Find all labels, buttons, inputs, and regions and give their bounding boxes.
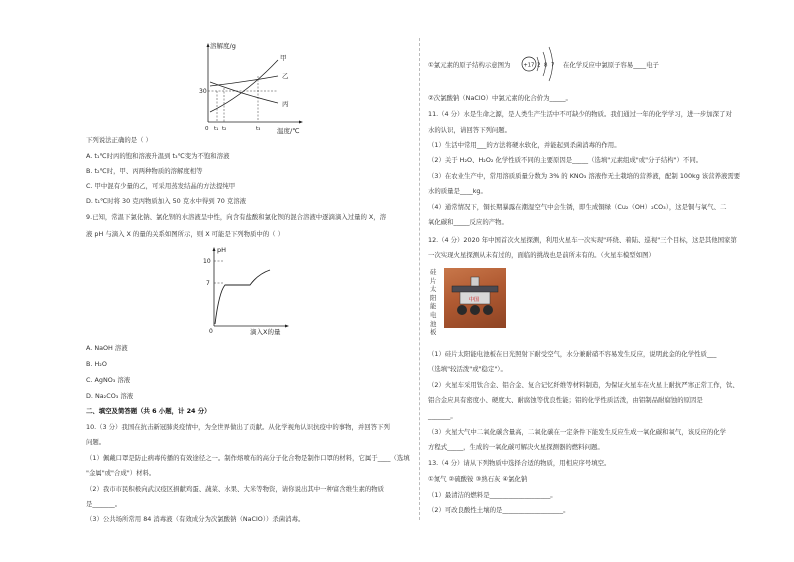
chart2-ytick-10: 10 [203, 258, 211, 265]
ph-curve [215, 270, 270, 324]
curve-bing-label: 丙 [282, 100, 289, 108]
question-12-part-1a: （1）硅片太阳能电池板在日光照射下耐受空气，水分兼耐硝不容易发生反应，说明此金的化学性质___ [428, 350, 717, 358]
curve-yi [210, 76, 278, 86]
question-9-line-2: 液 pH 与滴入 X 的量的关系如图所示，则 X 可能是下列物质中的（ ） [86, 230, 284, 238]
solubility-chart [190, 40, 320, 135]
question-13-options: ①氮气 ②硫酸铵 ③熟石灰 ④氯化钠 [428, 475, 528, 483]
question-12-part-3a: （3）火星大气中二氧化碳含量高，二氧化碳在一定条件下能发生反应生成一氧化碳和氧气，该反应的化学 [428, 428, 727, 436]
atom-shell-2: 8 [544, 62, 548, 69]
question-11-part-2: （2）关于 H₂O、H₂O₂ 化学性质不同的主要原因是_____（选填"元素组成"或"分子结构"）不同。 [428, 156, 703, 164]
chart2-ylabel: pH [217, 246, 227, 254]
rover-flag-text: 中国 [469, 297, 480, 303]
question-10-line-2: 问题。 [86, 438, 106, 446]
question-9-option-d: D. Na₂CO₃ 溶液 [86, 392, 134, 400]
column-divider [419, 38, 420, 520]
chart1-ylabel: 溶解度/g [210, 42, 236, 50]
ph-chart [198, 244, 298, 336]
section-2-heading: 二、填空及简答题（共 6 小题，计 24 分） [86, 407, 211, 415]
question-12-line-2: 一次实现火星探测从未有过的，面临的挑战也是前所未有的。（火星车模型如图） [428, 251, 655, 259]
curve-jia-label: 甲 [280, 54, 287, 62]
question-8-option-b: B. t₂℃时，甲、丙两种物质的溶解度相等 [86, 167, 203, 175]
chart1-xtick-t2: t₂ [222, 126, 227, 132]
chart1-xtick-0: 0 [205, 126, 209, 132]
question-10-part-2a: （2）我市市民积极向武汉疫区捐献鸡蛋、蔬菜、水果、大米等物资，请你说出其中一种富含维生素的物质 [86, 485, 385, 493]
mars-rover-image [444, 268, 506, 328]
question-12-part-2c: _______。 [428, 412, 457, 420]
chart1-axes [207, 43, 304, 124]
question-9-option-b: B. H₂O [86, 360, 107, 368]
question-8-option-d: D. t₁℃时将 30 克丙物质加入 50 克水中得到 70 克溶液 [86, 197, 247, 205]
atom-nucleus: +17 [523, 62, 535, 69]
question-12-part-3b: 方程式_____，生成的一氧化碳可解决火星探测器的燃料问题。 [428, 443, 604, 451]
question-11-part-4a: （4）通常情况下，铜长期暴露在潮湿空气中会生锈，即生成铜绿（Cu₂（OH）₂CO₃），这是铜与氧气、二 [428, 203, 727, 211]
mars-rover-icon [444, 268, 506, 328]
question-8-prompt: 下列说法正确的是（ ） [86, 136, 152, 144]
naclo-valence-question: ②次氯酸钠（NaClO）中氯元素的化合价为_____。 [428, 94, 572, 102]
chart2-ytick-7: 7 [206, 280, 210, 287]
atom-shell-1: 2 [537, 62, 541, 69]
chart1-xlabel: 温度/℃ [277, 127, 300, 135]
question-11-part-3a: （3）在农业生产中，常用溶质质量分数为 3% 的 KNO₃ 溶液作无土栽培的营养液，配制 100kg 该营养液需要 [428, 172, 741, 180]
chart2-ytick-0: 0 [209, 328, 213, 335]
chart1-xtick-t3: t₃ [256, 126, 261, 132]
question-9-option-a: A. NaOH 溶液 [86, 344, 128, 352]
chlorine-atom-question: 在化学反应中氯原子容易____电子 [563, 61, 659, 69]
question-13-line-1: 13.（4 分）请从下列物质中选择合适的物质，用相应序号填空。 [428, 459, 611, 467]
chlorine-atom-diagram [521, 42, 561, 86]
question-13-part-1: （1）最清洁的燃料是___________________。 [428, 491, 557, 499]
question-12-part-2a: （2）火星车采用钛合金、铝合金、复合记忆纤维等材料制造，为保证火星车在火星上耐抗严寒正常工作，钛、 [428, 381, 739, 389]
chart2-xlabel: 滴入X的量 [250, 328, 281, 336]
question-12-part-2b: 铝合金应具有密度小、硬度大、耐腐蚀等优良性能；铝的化学性质活泼，由铝制品耐腐蚀的原因是 [428, 396, 703, 404]
question-10-part-1b: "金属"或"合成"）材料。 [86, 469, 156, 477]
question-13-part-2: （2）可改良酸性土壤的是___________________。 [428, 506, 570, 514]
chlorine-atom-prompt: ①氯元素的原子结构示意图为 [428, 61, 511, 69]
atom-shell-3: 7 [551, 62, 555, 69]
question-10-part-1a: （1）佩戴口罩是防止病毒传播的有效途径之一。制作熔喷布的高分子化合物是制作口罩的材料，它属于____（选填 [86, 454, 410, 462]
question-11-line-2: 水的认识，请回答下列问题。 [428, 126, 512, 134]
question-12-part-1b: （选填"较活泼"或"稳定"）。 [428, 365, 507, 373]
question-10-part-2b: 是_______。 [86, 500, 122, 508]
chart1-xtick-t1: t₁ [214, 126, 219, 132]
curve-yi-label: 乙 [282, 72, 289, 80]
question-9-option-c: C. AgNO₃ 溶液 [86, 376, 131, 384]
question-11-line-1: 11.（4 分）水是生命之源，是人类生产生活中不可缺少的物质。我们通过一年的化学学习，进一步加深了对 [428, 110, 732, 118]
question-11-part-1: （1）生活中常用___的方法将硬水软化，并能起到杀菌消毒的作用。 [428, 141, 621, 149]
question-10-line-1: 10.（3 分）我国在抗击新冠肺炎疫情中，为全世界做出了贡献。从化学视角认识抗疫中的事物，并回答下列 [86, 423, 390, 431]
chart1-ytick-30: 30 [199, 88, 207, 95]
question-8-option-a: A. t₁℃时丙的饱和溶液升温到 t₃℃变为不饱和溶液 [86, 152, 230, 160]
question-11-part-4b: 氧化碳和_____反应的产物。 [428, 218, 508, 226]
question-11-part-3b: 水的质量是____kg。 [428, 187, 487, 195]
question-8-option-c: C. 甲中混有少量的乙，可采用蒸发结晶的方法提纯甲 [86, 182, 236, 190]
question-10-part-3: （3）公共场所常用 84 消毒液（有效成分为次氯酸钠（NaClO））杀菌消毒。 [86, 515, 305, 523]
mars-rover-caption: 硅片太阳能电池板 [430, 268, 437, 337]
question-9-line-1: 9.已知，常温下氯化钠、氯化钡的水溶液呈中性，向含有盐酸和氯化钡的混合溶液中逐滴滴入过量的 X，溶 [86, 213, 387, 221]
question-12-line-1: 12.（4 分）2020 年中国首次火星探测，利用火星车一次实现"环绕、着陆、巡视"三个目标，这是其他国家第 [428, 236, 737, 244]
